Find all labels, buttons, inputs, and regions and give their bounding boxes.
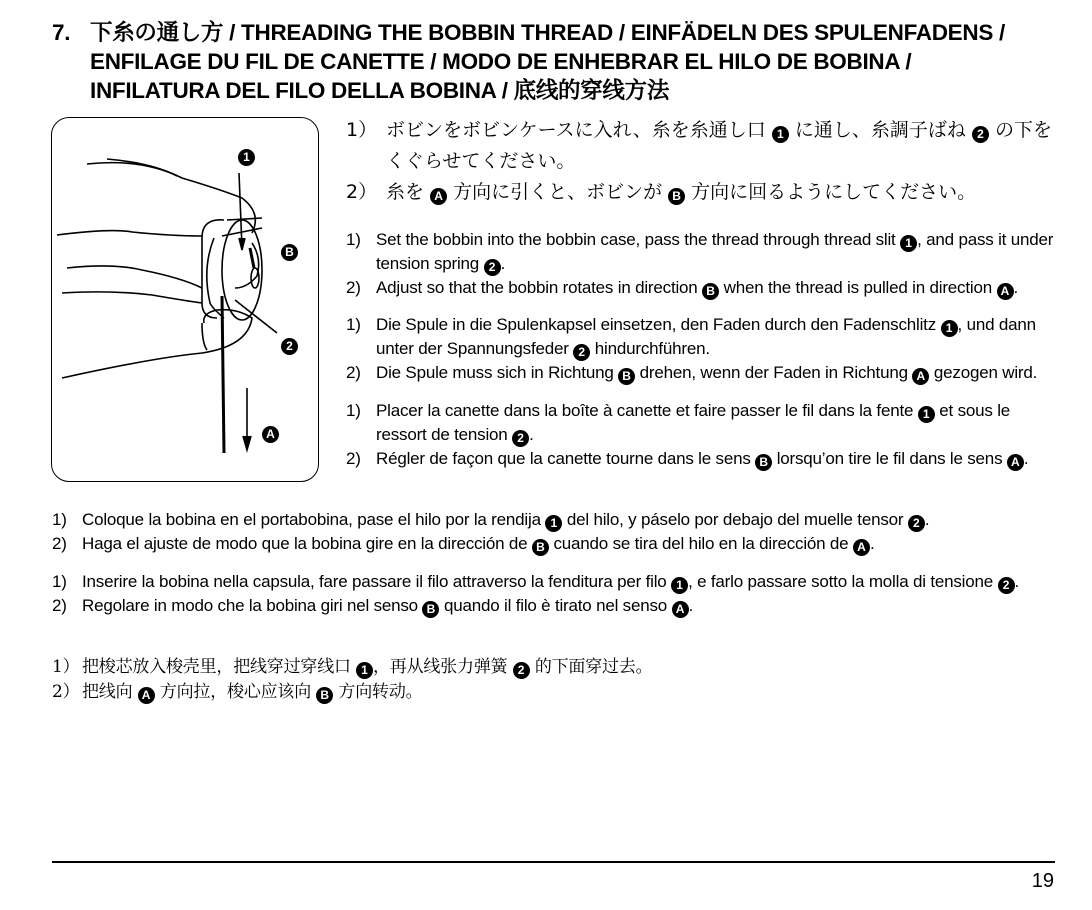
instruction-step xyxy=(52,532,1057,556)
step-number: 1) xyxy=(52,510,67,529)
step-text: gezogen wird. xyxy=(929,363,1038,382)
step-text: del hilo, y páselo por debajo del muelle tensor xyxy=(562,510,908,529)
step-text: Régler de façon que la canette tourne dans le sens xyxy=(376,449,756,468)
step-text: Inserire la bobina nella capsula, fare passare il filo attraverso la fenditura per filo xyxy=(82,572,672,591)
instruction-step xyxy=(346,177,1056,208)
step-text: Die Spule in die Spulenkapsel einsetzen, den Faden durch den Fadenschlitz xyxy=(376,315,941,334)
step-text: quando il filo è tirato nel senso xyxy=(439,596,672,615)
marker-a: A xyxy=(262,426,279,443)
step-text: Coloque la bobina en el portabobina, pase el hilo por la rendija xyxy=(82,510,546,529)
german-instructions xyxy=(346,313,1058,385)
instruction-step xyxy=(52,655,1057,680)
instruction-step xyxy=(52,570,1057,594)
marker-b-icon: B xyxy=(668,188,685,205)
instruction-step xyxy=(52,680,1057,705)
step-text: Die Spule muss sich in Richtung xyxy=(376,363,619,382)
step-number: 2） xyxy=(52,682,80,702)
marker-b-icon: B xyxy=(532,539,549,556)
section-number: 7. xyxy=(52,20,71,45)
step-number: 2) xyxy=(52,534,67,553)
marker-1-icon: 1 xyxy=(545,515,562,532)
marker-1-icon: 1 xyxy=(772,126,789,143)
step-text: . xyxy=(1013,278,1019,297)
title-line: INFILATURA DEL FILO DELLA BOBINA / 底线的穿线方法 xyxy=(90,78,670,103)
marker-2-icon: 2 xyxy=(573,344,590,361)
step-text: . xyxy=(869,534,875,553)
marker-b-icon: B xyxy=(422,601,439,618)
step-text: Regolare in modo che la bobina giri nel senso xyxy=(82,596,423,615)
step-text: ，再从线张力弹簧 xyxy=(373,657,513,677)
marker-2-icon: 2 xyxy=(972,126,989,143)
bobbin-threading-illustration xyxy=(51,117,319,482)
marker-1: 1 xyxy=(238,149,255,166)
japanese-instructions xyxy=(346,115,1056,208)
step-text: Placer la canette dans la boîte à canette et faire passer le fil dans la fente xyxy=(376,401,918,420)
step-text: Haga el ajuste de modo que la bobina gire en la dirección de xyxy=(82,534,532,553)
step-text: 糸を xyxy=(386,181,431,203)
marker-2-icon: 2 xyxy=(512,430,529,447)
step-text: . xyxy=(1023,449,1029,468)
step-text: Adjust so that the bobbin rotates in direction xyxy=(376,278,703,297)
instruction-step xyxy=(346,447,1058,471)
step-text: , and pass it under tension spring xyxy=(376,230,1054,273)
italian-instructions xyxy=(52,570,1057,618)
step-number: 1） xyxy=(52,657,80,677)
step-number: 2) xyxy=(346,449,361,468)
step-number: 2） xyxy=(346,181,378,203)
marker-1-icon: 1 xyxy=(941,320,958,337)
step-number: 2) xyxy=(346,278,361,297)
step-text: . xyxy=(1014,572,1020,591)
marker-b-icon: B xyxy=(618,368,635,385)
page-number: 19 xyxy=(1031,870,1054,892)
marker-b-icon: B xyxy=(316,687,333,704)
instruction-step xyxy=(346,228,1058,276)
marker-b-icon: B xyxy=(755,454,772,471)
marker-1-icon: 1 xyxy=(900,235,917,252)
step-text: . xyxy=(529,425,534,444)
step-text: . xyxy=(688,596,694,615)
step-text: . xyxy=(924,510,930,529)
step-text: 方向拉，梭心应该向 xyxy=(154,682,317,702)
marker-a-icon: A xyxy=(672,601,689,618)
instruction-step xyxy=(52,594,1057,618)
title-line: ENFILAGE DU FIL DE CANETTE / MODO DE ENHEBRAR EL HILO DE BOBINA / xyxy=(90,49,912,74)
step-number: 1) xyxy=(346,315,361,334)
step-text: 方向转动。 xyxy=(333,682,423,702)
english-instructions xyxy=(346,228,1058,300)
spanish-instructions xyxy=(52,508,1057,556)
marker-1-icon: 1 xyxy=(356,662,373,679)
step-number: 2) xyxy=(52,596,67,615)
step-text: et sous le ressort de tension xyxy=(376,401,1011,444)
step-number: 1) xyxy=(52,572,67,591)
marker-2-icon: 2 xyxy=(484,259,501,276)
step-text: drehen, wenn der Faden in Richtung xyxy=(635,363,913,382)
step-text: cuando se tira del hilo en la dirección de xyxy=(548,534,853,553)
marker-a-icon: A xyxy=(912,368,929,385)
marker-a-icon: A xyxy=(138,687,155,704)
step-text: の下をくぐらせてください。 xyxy=(386,119,1052,172)
french-instructions xyxy=(346,399,1058,471)
footer-divider xyxy=(52,861,1055,863)
step-text: 方向に引くと、ボビンが xyxy=(447,181,669,203)
marker-2-icon: 2 xyxy=(908,515,925,532)
step-text: に通し、糸調子ばね xyxy=(788,119,972,141)
step-text: , e farlo passare sotto la molla di tensione xyxy=(688,572,998,591)
chinese-instructions xyxy=(52,655,1057,705)
marker-2: 2 xyxy=(281,338,298,355)
step-text: ボビンをボビンケースに入れ、糸を糸通し口 xyxy=(386,119,772,141)
instruction-step xyxy=(346,361,1058,385)
instruction-step xyxy=(346,115,1056,177)
step-text: , und dann unter der Spannungsfeder xyxy=(376,315,1036,358)
step-text: 把线向 xyxy=(82,682,138,702)
step-text: 方向に回るようにしてください。 xyxy=(685,181,977,203)
marker-a-icon: A xyxy=(853,539,870,556)
marker-2-icon: 2 xyxy=(513,662,530,679)
section-title xyxy=(52,18,1090,105)
marker-1-icon: 1 xyxy=(671,577,688,594)
step-number: 1） xyxy=(346,119,378,141)
marker-1-icon: 1 xyxy=(918,406,935,423)
step-number: 1) xyxy=(346,401,361,420)
step-text: hindurchführen. xyxy=(590,339,710,358)
step-text: when the thread is pulled in direction xyxy=(719,278,997,297)
marker-b-icon: B xyxy=(702,283,719,300)
marker-2-icon: 2 xyxy=(998,577,1015,594)
step-text: lorsqu’on tire le fil dans le sens xyxy=(772,449,1007,468)
step-number: 1) xyxy=(346,230,361,249)
step-text: . xyxy=(500,254,506,273)
marker-a-icon: A xyxy=(430,188,447,205)
instruction-step xyxy=(346,399,1058,447)
marker-a-icon: A xyxy=(997,283,1014,300)
marker-b: B xyxy=(281,244,298,261)
step-number: 2) xyxy=(346,363,361,382)
instruction-step xyxy=(52,508,1057,532)
step-text: 把梭芯放入梭壳里，把线穿过穿线口 xyxy=(82,657,357,677)
instruction-step xyxy=(346,313,1058,361)
step-text: Set the bobbin into the bobbin case, pass the thread through thread slit xyxy=(376,230,901,249)
instruction-step xyxy=(346,276,1058,300)
marker-a-icon: A xyxy=(1007,454,1024,471)
step-text: 的下面穿过去。 xyxy=(529,657,653,677)
title-line: 下糸の通し方 / THREADING THE BOBBIN THREAD / EINFÄDELN DES SPULENFADENS / xyxy=(90,20,1005,45)
